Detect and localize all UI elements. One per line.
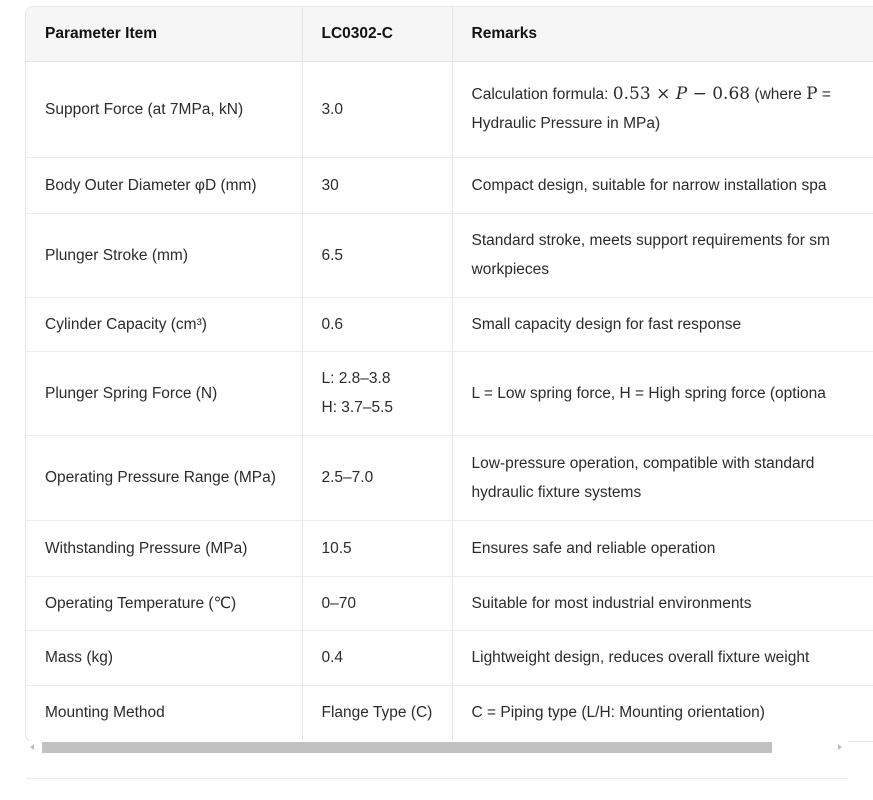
param-cell: Plunger Spring Force (N) [26,351,302,435]
value-cell: 2.5–7.0 [302,435,452,520]
remark-cell: Lightweight design, reduces overall fixture weight [452,630,873,685]
value-line: H: 3.7–5.5 [321,399,394,416]
value-cell: 0–70 [302,576,452,630]
table-row [26,435,873,520]
header-model: LC0302-C [302,7,452,61]
table-row [26,576,873,630]
param-cell: Plunger Stroke (mm) [26,213,302,297]
value-line: L: 2.8–3.8 [321,370,391,387]
remark-line: Hydraulic Pressure in MPa) [471,115,661,132]
table-row [26,297,873,351]
param-cell: Operating Pressure Range (MPa) [26,435,302,520]
value-cell: 30 [302,157,452,213]
remark-cell [452,213,873,297]
formula: 0.53 × P − 0.68 [612,84,751,104]
table-row [26,351,873,435]
table-row [26,157,873,213]
value-cell: 0.6 [302,297,452,351]
value-cell: 3.0 [302,61,452,157]
formula-var: P [806,84,818,104]
param-cell: Mass (kg) [26,630,302,685]
param-cell: Withstanding Pressure (MPa) [26,520,302,576]
table-row [26,61,873,157]
value-cell: Flange Type (C) [302,685,452,740]
value-cell [302,351,452,435]
remark-line: Low-pressure operation, compatible with standard [471,454,815,472]
param-cell: Cylinder Capacity (cm³) [26,297,302,351]
param-cell: Body Outer Diameter φD (mm) [26,157,302,213]
remark-cell: L = Low spring force, H = High spring force (optiona [452,351,873,435]
remark-cell: C = Piping type (L/H: Mounting orientation) [452,685,873,740]
remark-cell: Suitable for most industrial environments [452,576,873,630]
value-cell: 0.4 [302,630,452,685]
table-row [26,630,873,685]
param-cell: Support Force (at 7MPa, kN) [26,61,302,157]
remark-cell [452,61,873,157]
remark-line: Standard stroke, meets support requirements for sm [471,232,830,249]
remark-cell: Small capacity design for fast response [452,297,873,351]
spec-table [26,7,873,740]
scrollbar-thumb[interactable] [42,742,772,753]
value-cell: 10.5 [302,520,452,576]
remark-line [472,80,873,109]
remark-cell: Compact design, suitable for narrow installation spa [452,157,873,213]
header-parameter-item: Parameter Item [26,7,302,61]
spec-table-container [25,6,873,742]
divider [26,778,848,779]
horizontal-scrollbar[interactable] [26,741,848,756]
table-row [26,685,873,740]
scroll-left-arrow-icon[interactable] [30,744,34,750]
remark-line: workpieces [471,261,550,278]
remark-text: (where [754,86,807,103]
remark-cell [452,435,873,520]
remark-text: = [817,86,831,103]
param-cell: Mounting Method [26,685,302,740]
remark-text: Calculation formula: [471,86,613,103]
param-cell: Operating Temperature (℃) [26,576,302,630]
table-row [26,213,873,297]
table-row [26,520,873,576]
header-remarks: Remarks [452,7,873,61]
scroll-right-arrow-icon[interactable] [838,744,842,750]
table-header-row [26,7,873,61]
remark-cell: Ensures safe and reliable operation [452,520,873,576]
remark-line: hydraulic fixture systems [471,483,642,501]
value-cell: 6.5 [302,213,452,297]
